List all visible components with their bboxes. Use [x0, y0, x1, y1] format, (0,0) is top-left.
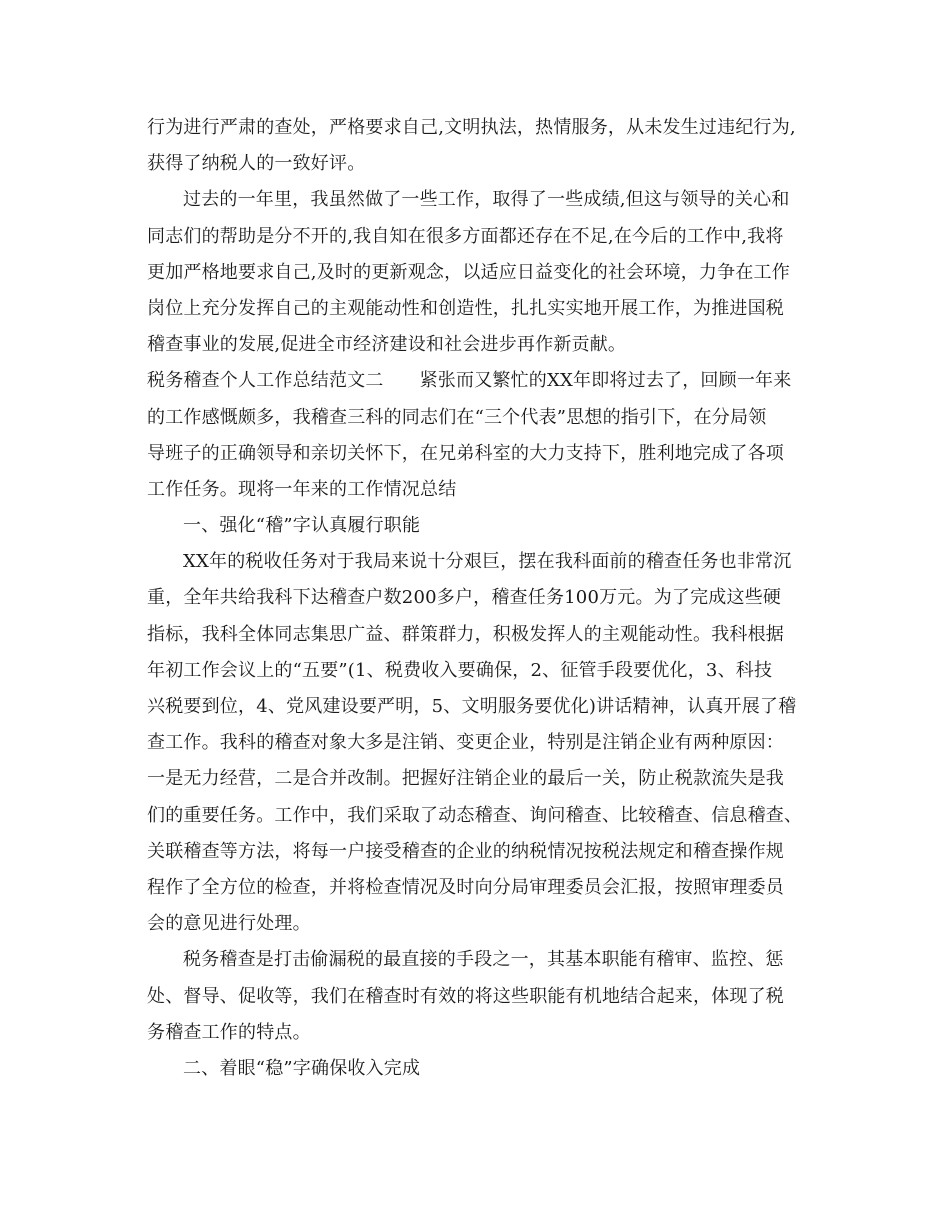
section-title: 税务稽查个人工作总结范文二: [147, 370, 384, 392]
text-line: 指标，我科全体同志集思广益、群策群力，积极发挥人的主观能动性。我科根据: [147, 623, 784, 645]
text-line: 稽查事业的发展,促进全市经济建设和社会进步再作新贡献。: [147, 334, 627, 356]
subheading-2: 二、着眼“稳”字确保收入完成: [183, 1057, 421, 1079]
title-line-tail: 紧张而又繁忙的XX年即将过去了，回顾一年来: [419, 370, 792, 392]
document-body: [147, 110, 817, 1087]
text-line: 工作任务。现将一年来的工作情况总结: [147, 478, 457, 500]
text-line: 导班子的正确领导和亲切关怀下，在兄弟科室的大力支持下，胜利地完成了各项: [147, 442, 784, 464]
text-line: 处、督导、促收等，我们在稽查时有效的将这些职能有机地结合起来，体现了税: [147, 985, 784, 1007]
text-line: 程作了全方位的检查，并将检查情况及时向分局审理委员会汇报，按照审理委员: [147, 876, 784, 898]
text-line: 的工作感慨颇多，我稽查三科的同志们在“三个代表”思想的指引下，在分局领: [147, 406, 767, 428]
text-line: 行为进行严肃的查处，严格要求自己,文明执法，热情服务，从未发生过违纪行为,: [147, 117, 796, 138]
paragraph-start-line: 税务稽查是打击偷漏税的最直接的手段之一，其基本职能有稽审、监控、惩: [183, 949, 784, 971]
text-line: 同志们的帮助是分不开的,我自知在很多方面都还存在不足,在今后的工作中,我将: [147, 225, 784, 247]
text-line: 会的意见进行处理。: [147, 913, 311, 935]
subheading-1: 一、强化“稽”字认真履行职能: [183, 515, 421, 537]
text-line: 年初工作会议上的“五要”(1、税费收入要确保，2、征管手段要优化，3、科技: [147, 659, 773, 681]
text-line: 岗位上充分发挥自己的主观能动性和创造性，扎扎实实地开展工作，为推进国税: [147, 297, 784, 319]
paragraph-start-line: XX年的税收任务对于我局来说十分艰巨，摆在我科面前的稽查任务也非常沉: [183, 551, 792, 573]
text-line: 务稽查工作的特点。: [147, 1021, 311, 1043]
text-line: 查工作。我科的稽查对象大多是注销、变更企业，特别是注销企业有两种原因：: [147, 732, 784, 754]
text-line: 更加严格地要求自己,及时的更新观念，以适应日益变化的社会环境，力争在工作: [147, 261, 790, 283]
text-line: 兴税要到位，4、党风建设要严明，5、文明服务要优化)讲话精神，认真开展了稽: [147, 696, 797, 717]
paragraph-start-line: 过去的一年里，我虽然做了一些工作，取得了一些成绩,但这与领导的关心和: [183, 189, 790, 211]
text-line: 关联稽查等方法，将每一户接受稽查的企业的纳税情况按税法规定和稽查操作规: [147, 840, 784, 862]
text-line: 一是无力经营，二是合并改制。把握好注销企业的最后一关，防止税款流失是我: [147, 768, 784, 790]
text-line: 重，全年共给我科下达稽查户数200多户，稽查任务100万元。为了完成这些硬: [147, 587, 782, 609]
title-line: [147, 363, 817, 399]
text-line: 们的重要任务。工作中，我们采取了动态稽查、询问稽查、比较稽查、信息稽查、: [147, 804, 803, 826]
text-line: 获得了纳税人的一致好评。: [147, 153, 366, 175]
